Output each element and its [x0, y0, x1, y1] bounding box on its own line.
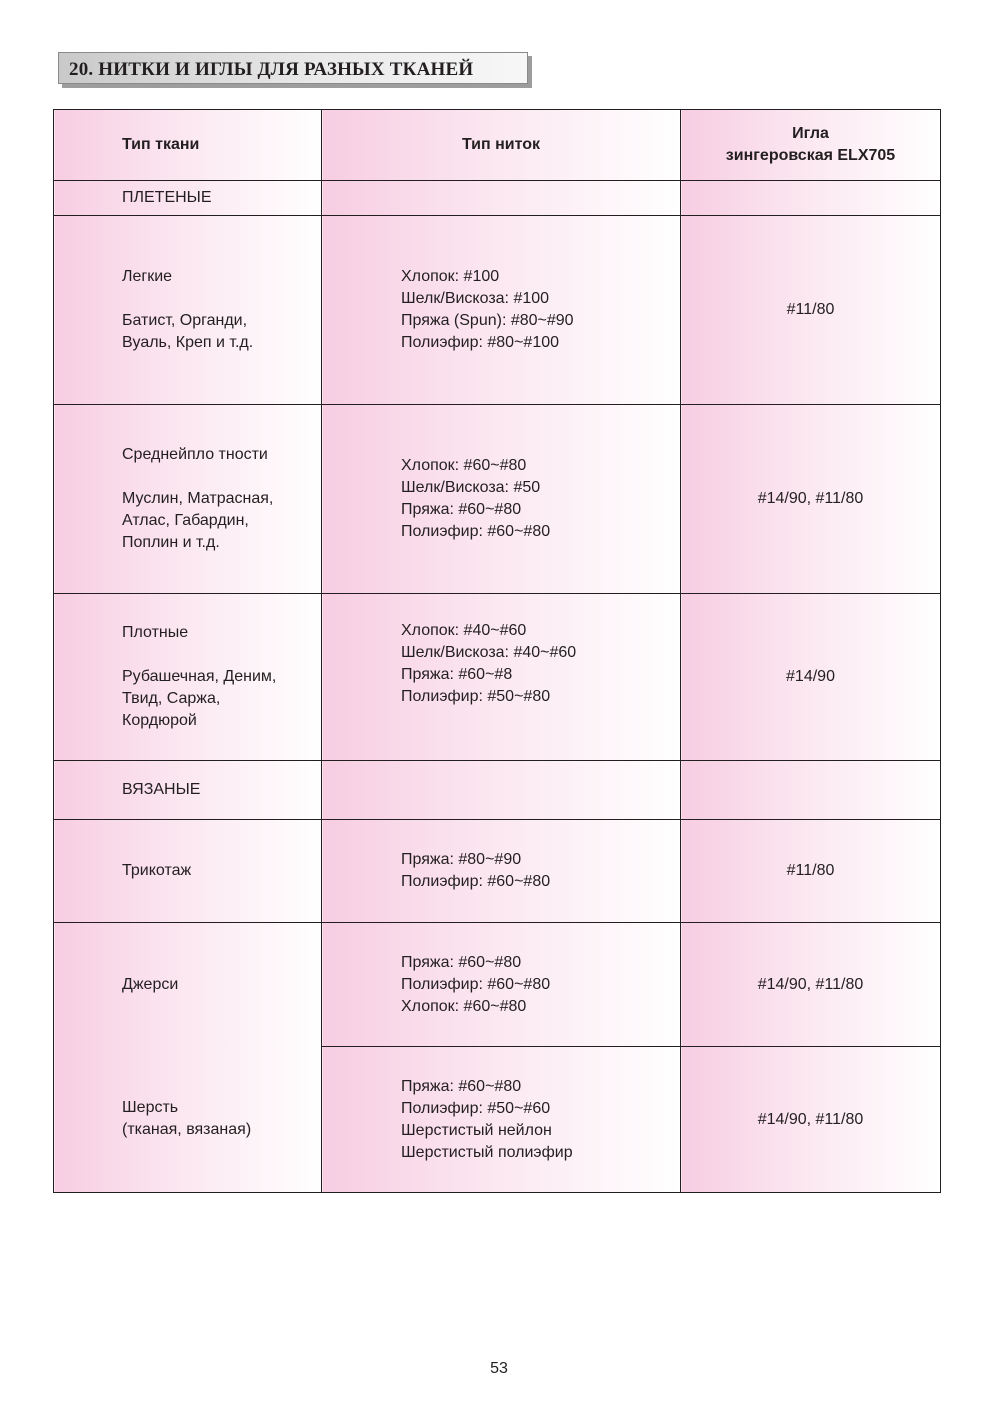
thread-line: Полиэфир: #50~#60 — [401, 1099, 551, 1117]
fabric-title: Шерсть — [122, 1099, 179, 1117]
thread-cell — [322, 594, 681, 761]
fabric-line: (тканая, вязаная) — [122, 1121, 252, 1139]
fabric-line: Поплин и т.д. — [122, 534, 220, 551]
thread-needle-table — [53, 109, 941, 1193]
page-number: 53 — [490, 1360, 508, 1377]
needle-cell: #14/90 — [681, 594, 941, 761]
needle-cell: #14/90, #11/80 — [681, 1047, 941, 1193]
fabric-cell — [54, 1047, 322, 1193]
thread-line: Полиэфир: #80~#100 — [401, 334, 560, 351]
thread-cell — [322, 820, 681, 923]
table-header-row — [54, 110, 941, 181]
fabric-line: Кордюрой — [122, 712, 197, 729]
table-row-light — [54, 216, 941, 405]
needle-cell: #14/90, #11/80 — [681, 923, 941, 1047]
thread-cell — [322, 1047, 681, 1193]
group-empty-cell — [681, 761, 941, 820]
thread-line: Хлопок: #40~#60 — [401, 622, 527, 639]
table-row-knitwear — [54, 820, 941, 923]
thread-line: Полиэфир: #60~#80 — [401, 873, 551, 890]
thread-line: Хлопок: #100 — [401, 268, 500, 285]
fabric-cell: Трикотаж — [54, 820, 322, 923]
table-row-heavy — [54, 594, 941, 761]
group-empty-cell — [322, 181, 681, 216]
section-title: 20. НИТКИ И ИГЛЫ ДЛЯ РАЗНЫХ ТКАНЕЙ — [69, 59, 474, 80]
group-row-knit — [54, 761, 941, 820]
fabric-cell: Джерси — [54, 923, 322, 1047]
thread-cell — [322, 216, 681, 405]
thread-cell — [322, 405, 681, 594]
needle-cell: #11/80 — [681, 820, 941, 923]
thread-line: Шелк/Вискоза: #50 — [401, 479, 541, 496]
thread-line: Полиэфир: #60~#80 — [401, 975, 551, 993]
thread-line: Полиэфир: #60~#80 — [401, 523, 551, 540]
group-row-woven — [54, 181, 941, 216]
needle-cell: #14/90, #11/80 — [681, 405, 941, 594]
thread-line: Шерстистый нейлон — [401, 1121, 552, 1139]
thread-line: Шелк/Вискоза: #100 — [401, 290, 550, 307]
fabric-line: Атлас, Габардин, — [122, 512, 249, 529]
spacer — [122, 644, 321, 666]
fabric-title: Легкие — [122, 268, 173, 285]
group-label-woven: ПЛЕТЕНЫЕ — [54, 181, 322, 216]
header-needle-line1: Игла — [792, 125, 829, 142]
group-empty-cell — [681, 181, 941, 216]
header-fabric-type: Тип ткани — [54, 110, 322, 181]
fabric-line: Рубашечная, Деним, — [122, 668, 277, 685]
thread-line: Хлопок: #60~#80 — [401, 457, 527, 474]
thread-line: Хлопок: #60~#80 — [401, 997, 527, 1015]
needle-cell: #11/80 — [681, 216, 941, 405]
fabric-cell — [54, 405, 322, 594]
section-title-box — [58, 52, 528, 84]
header-needle-line2: зингеровская ELX705 — [725, 147, 896, 164]
fabric-cell — [54, 594, 322, 761]
thread-line: Пряжа: #60~#80 — [401, 953, 522, 971]
fabric-line: Твид, Саржа, — [122, 690, 221, 707]
fabric-title: Среднейпло тности — [122, 446, 268, 463]
header-thread-type: Тип ниток — [322, 110, 681, 181]
fabric-line: Вуаль, Креп и т.д. — [122, 334, 254, 351]
fabric-title: Плотные — [122, 624, 189, 641]
header-needle-type — [681, 110, 941, 181]
thread-line: Шерстистый полиэфир — [401, 1143, 573, 1161]
thread-line: Полиэфир: #50~#80 — [401, 688, 551, 705]
thread-cell — [322, 923, 681, 1047]
group-label-knit: ВЯЗАНЫЕ — [54, 761, 322, 820]
fabric-line: Батист, Органди, — [122, 312, 248, 329]
thread-line: Шелк/Вискоза: #40~#60 — [401, 644, 577, 661]
spacer — [122, 288, 321, 310]
thread-line: Пряжа (Spun): #80~#90 — [401, 312, 574, 329]
thread-line: Пряжа: #80~#90 — [401, 851, 522, 868]
group-empty-cell — [322, 761, 681, 820]
spacer — [122, 466, 321, 488]
thread-line: Пряжа: #60~#8 — [401, 666, 513, 683]
thread-line: Пряжа: #60~#80 — [401, 1077, 522, 1095]
fabric-cell — [54, 216, 322, 405]
table-row-jersey — [54, 923, 941, 1047]
table-row-wool — [54, 1047, 941, 1193]
fabric-line: Муслин, Матрасная, — [122, 490, 274, 507]
thread-line: Пряжа: #60~#80 — [401, 501, 522, 518]
table-row-medium — [54, 405, 941, 594]
